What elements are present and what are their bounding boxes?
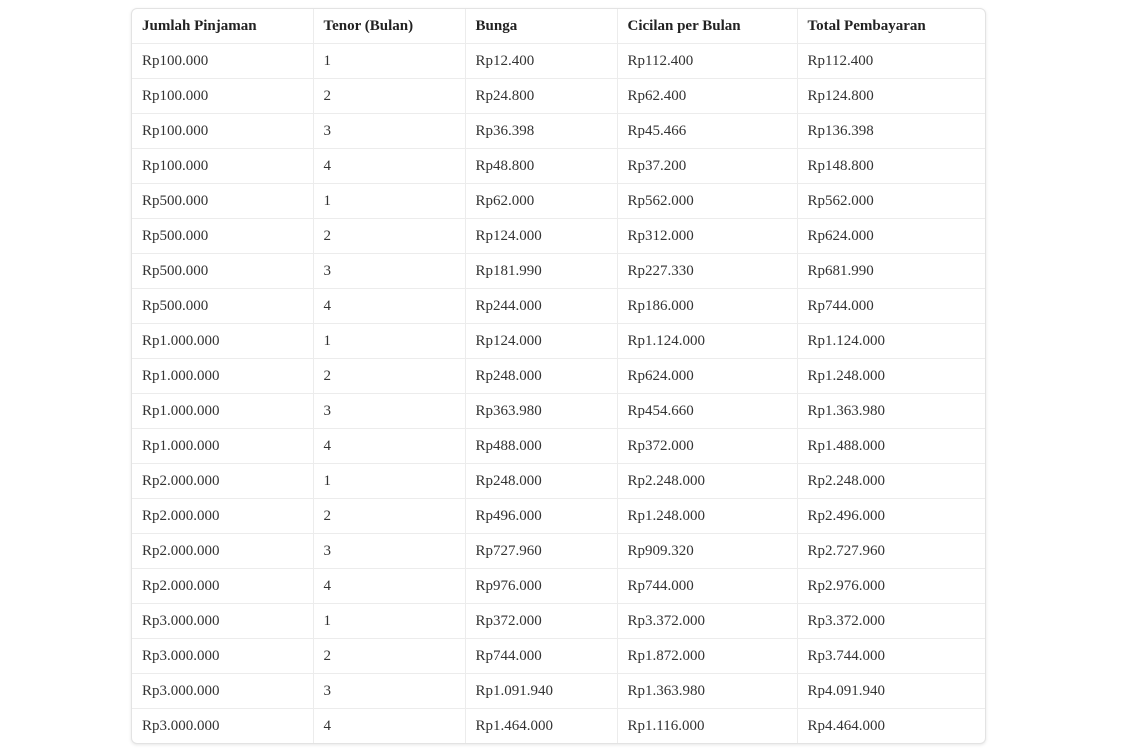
cell-loan-amount: Rp500.000 [132, 289, 313, 324]
cell-interest: Rp62.000 [465, 184, 617, 219]
cell-monthly-installment: Rp1.124.000 [617, 324, 797, 359]
cell-monthly-installment: Rp312.000 [617, 219, 797, 254]
cell-interest: Rp24.800 [465, 79, 617, 114]
cell-tenor: 3 [313, 674, 465, 709]
header-monthly-installment: Cicilan per Bulan [617, 9, 797, 44]
table-row [132, 219, 985, 254]
cell-tenor: 2 [313, 219, 465, 254]
cell-total-payment: Rp624.000 [797, 219, 985, 254]
cell-interest: Rp496.000 [465, 499, 617, 534]
cell-tenor: 4 [313, 149, 465, 184]
cell-loan-amount: Rp100.000 [132, 44, 313, 79]
cell-loan-amount: Rp3.000.000 [132, 709, 313, 744]
cell-total-payment: Rp124.800 [797, 79, 985, 114]
cell-total-payment: Rp681.990 [797, 254, 985, 289]
cell-tenor: 1 [313, 184, 465, 219]
table-row [132, 499, 985, 534]
cell-total-payment: Rp148.800 [797, 149, 985, 184]
cell-interest: Rp48.800 [465, 149, 617, 184]
cell-monthly-installment: Rp45.466 [617, 114, 797, 149]
cell-loan-amount: Rp1.000.000 [132, 359, 313, 394]
cell-monthly-installment: Rp624.000 [617, 359, 797, 394]
cell-tenor: 4 [313, 429, 465, 464]
cell-interest: Rp1.464.000 [465, 709, 617, 744]
loan-table-container [131, 8, 986, 744]
table-row [132, 569, 985, 604]
header-tenor-months: Tenor (Bulan) [313, 9, 465, 44]
cell-interest: Rp248.000 [465, 464, 617, 499]
cell-interest: Rp248.000 [465, 359, 617, 394]
table-row [132, 289, 985, 324]
cell-total-payment: Rp1.248.000 [797, 359, 985, 394]
cell-loan-amount: Rp100.000 [132, 149, 313, 184]
table-row [132, 534, 985, 569]
cell-tenor: 4 [313, 569, 465, 604]
table-row [132, 114, 985, 149]
cell-tenor: 3 [313, 114, 465, 149]
cell-tenor: 2 [313, 79, 465, 114]
cell-interest: Rp36.398 [465, 114, 617, 149]
cell-total-payment: Rp2.496.000 [797, 499, 985, 534]
cell-tenor: 1 [313, 324, 465, 359]
cell-total-payment: Rp136.398 [797, 114, 985, 149]
cell-loan-amount: Rp100.000 [132, 79, 313, 114]
cell-monthly-installment: Rp454.660 [617, 394, 797, 429]
cell-loan-amount: Rp500.000 [132, 219, 313, 254]
cell-total-payment: Rp4.464.000 [807, 717, 886, 734]
cell-interest: Rp1.091.940 [465, 674, 617, 709]
cell-monthly-installment: Rp2.248.000 [617, 464, 797, 499]
loan-installment-table [132, 9, 985, 743]
table-row [132, 184, 985, 219]
cell-interest: Rp744.000 [465, 639, 617, 674]
cell-monthly-installment: Rp1.248.000 [617, 499, 797, 534]
table-row [132, 394, 985, 429]
cell-loan-amount: Rp2.000.000 [132, 499, 313, 534]
header-total-payment: Total Pembayaran [797, 9, 985, 44]
cell-tenor: 2 [313, 359, 465, 394]
cell-total-payment: Rp2.727.960 [797, 534, 985, 569]
cell-monthly-installment: Rp62.400 [617, 79, 797, 114]
table-row [132, 324, 985, 359]
cell-total-payment: Rp1.124.000 [797, 324, 985, 359]
table-row [132, 604, 985, 639]
cell-total-payment: Rp562.000 [797, 184, 985, 219]
cell-tenor: 1 [313, 604, 465, 639]
cell-interest: Rp488.000 [465, 429, 617, 464]
cell-interest: Rp976.000 [465, 569, 617, 604]
cell-monthly-installment: Rp3.372.000 [617, 604, 797, 639]
cell-total-payment: Rp4.091.940 [797, 674, 985, 709]
table-row [132, 464, 985, 499]
cell-total-payment: Rp2.976.000 [797, 569, 985, 604]
table-row [132, 79, 985, 114]
cell-tenor: 4 [313, 289, 465, 324]
cell-monthly-installment: Rp37.200 [617, 149, 797, 184]
cell-loan-amount: Rp2.000.000 [132, 464, 313, 499]
header-loan-amount: Jumlah Pinjaman [132, 9, 313, 44]
cell-interest: Rp727.960 [465, 534, 617, 569]
cell-tenor: 3 [313, 394, 465, 429]
cell-loan-amount: Rp3.000.000 [132, 674, 313, 709]
cell-loan-amount: Rp3.000.000 [132, 639, 313, 674]
cell-tenor: 3 [313, 534, 465, 569]
cell-interest: Rp181.990 [465, 254, 617, 289]
table-header [132, 9, 985, 44]
cell-total-payment: Rp1.363.980 [797, 394, 985, 429]
cell-monthly-installment: Rp562.000 [617, 184, 797, 219]
cell-total-payment: Rp112.400 [797, 44, 985, 79]
cell-tenor: 1 [313, 464, 465, 499]
cell-total-payment: Rp2.248.000 [797, 464, 985, 499]
cell-monthly-installment: Rp372.000 [617, 429, 797, 464]
table-row [132, 359, 985, 394]
table-row [132, 254, 985, 289]
cell-monthly-installment: Rp744.000 [617, 569, 797, 604]
cell-interest: Rp363.980 [465, 394, 617, 429]
cell-loan-amount: Rp1.000.000 [132, 394, 313, 429]
cell-monthly-installment: Rp1.116.000 [617, 709, 797, 744]
cell-loan-amount: Rp1.000.000 [132, 429, 313, 464]
cell-tenor: 2 [313, 499, 465, 534]
table-row [132, 709, 985, 744]
table-body [132, 44, 985, 744]
header-interest: Bunga [465, 9, 617, 44]
cell-tenor: 1 [313, 44, 465, 79]
cell-total-payment: Rp3.372.000 [797, 604, 985, 639]
table-row [132, 429, 985, 464]
cell-total-payment: Rp1.488.000 [797, 429, 985, 464]
cell-interest: Rp12.400 [465, 44, 617, 79]
cell-loan-amount: Rp100.000 [132, 114, 313, 149]
cell-tenor: 2 [313, 639, 465, 674]
cell-monthly-installment: Rp112.400 [617, 44, 797, 79]
cell-loan-amount: Rp500.000 [132, 184, 313, 219]
cell-monthly-installment: Rp227.330 [617, 254, 797, 289]
cell-monthly-installment: Rp909.320 [617, 534, 797, 569]
table-row [132, 674, 985, 709]
cell-monthly-installment: Rp1.363.980 [617, 674, 797, 709]
cell-loan-amount: Rp2.000.000 [132, 569, 313, 604]
cell-monthly-installment: Rp1.872.000 [617, 639, 797, 674]
cell-loan-amount: Rp3.000.000 [132, 604, 313, 639]
cell-tenor: 4 [313, 709, 465, 744]
cell-total-payment: Rp3.744.000 [797, 639, 985, 674]
cell-loan-amount: Rp1.000.000 [132, 324, 313, 359]
cell-interest: Rp244.000 [465, 289, 617, 324]
header-row [132, 9, 985, 44]
cell-loan-amount: Rp500.000 [132, 254, 313, 289]
cell-interest: Rp372.000 [465, 604, 617, 639]
table-row [132, 44, 985, 79]
table-row [132, 639, 985, 674]
cell-interest: Rp124.000 [465, 219, 617, 254]
cell-interest: Rp124.000 [465, 324, 617, 359]
cell-total-payment: Rp744.000 [797, 289, 985, 324]
cell-monthly-installment: Rp186.000 [617, 289, 797, 324]
cell-tenor: 3 [313, 254, 465, 289]
table-row [132, 149, 985, 184]
cell-loan-amount: Rp2.000.000 [132, 534, 313, 569]
